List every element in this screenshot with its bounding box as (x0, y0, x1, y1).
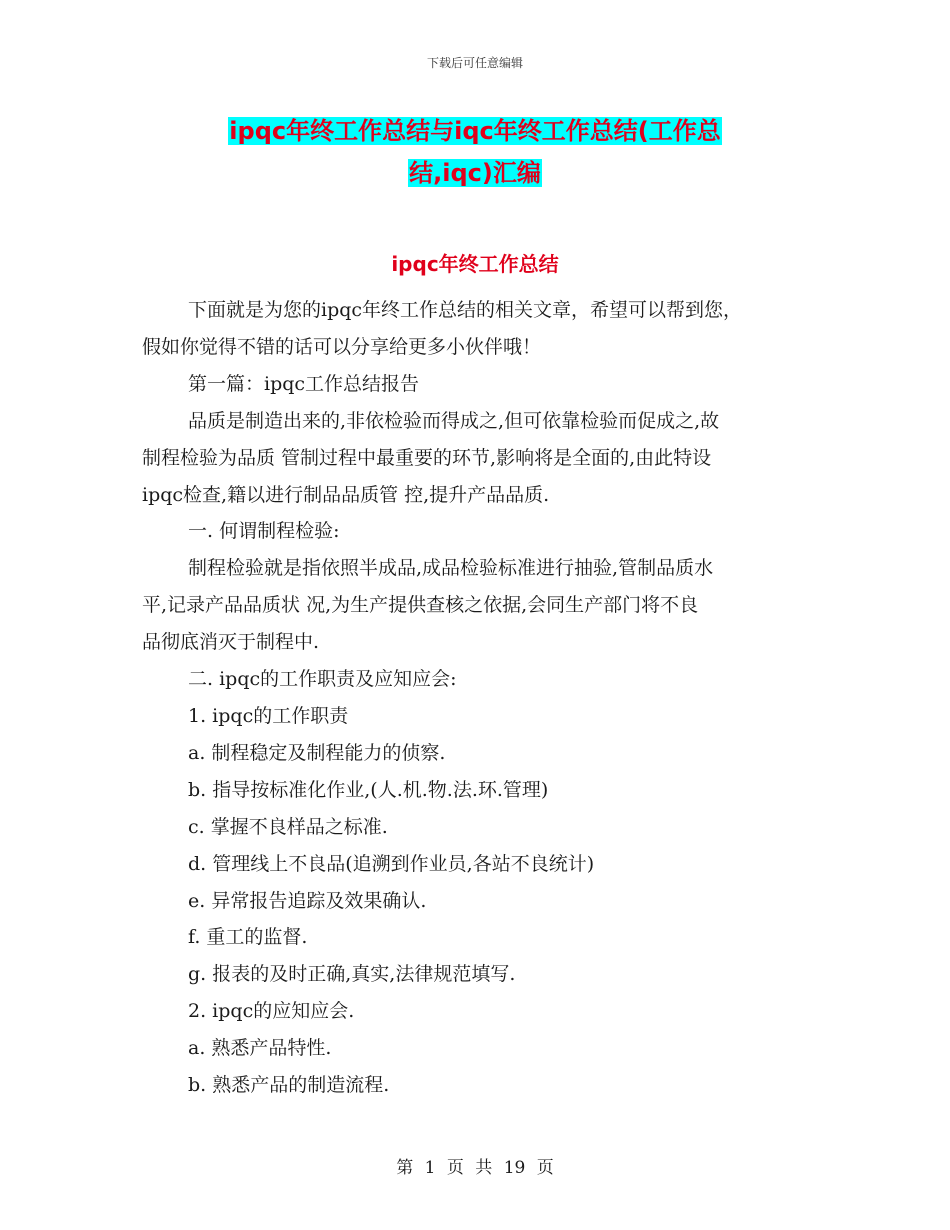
document-title-line-1: ipqc年终工作总结与iqc年终工作总结(工作总 (229, 117, 721, 145)
list-heading: 1. ipqc的工作职责 (188, 704, 349, 727)
list-item: b. 熟悉产品的制造流程. (188, 1074, 390, 1097)
paragraph-line: ipqc检查,籍以进行制品品质管 控,提升产品品质. (142, 483, 550, 506)
document-title-line-2: 结,iqc)汇编 (409, 159, 541, 187)
paragraph-line: 制程检验为品质 管制过程中最重要的环节,影响将是全面的,由此特设 (142, 446, 712, 469)
paragraph-line: 假如你觉得不错的话可以分享给更多小伙伴哦！ (142, 335, 542, 358)
paragraph-line: 品彻底消灭于制程中. (142, 631, 320, 654)
chapter-heading: 第一篇：ipqc工作总结报告 (188, 372, 420, 395)
subsection-heading: 二. ipqc的工作职责及应知应会: (188, 668, 457, 691)
paragraph-line: 下面就是为您的ipqc年终工作总结的相关文章，希望可以帮到您， (188, 299, 743, 321)
list-item: c. 掌握不良样品之标准. (188, 815, 388, 838)
list-item: f. 重工的监督. (188, 926, 308, 949)
list-item: d. 管理线上不良品(追溯到作业员,各站不良统计) (188, 852, 595, 875)
page-header-note: 下载后可任意编辑 (426, 56, 523, 70)
list-item: a. 制程稳定及制程能力的侦察. (188, 741, 446, 764)
list-item: e. 异常报告追踪及效果确认. (188, 889, 427, 912)
paragraph-line: 品质是制造出来的,非依检验而得成之,但可依靠检验而促成之,故 (188, 409, 720, 432)
document-body (142, 292, 822, 1104)
paragraph-line: 平,记录产品品质状 况,为生产提供查核之依据,会同生产部门将不良 (142, 594, 699, 617)
list-item: a. 熟悉产品特性. (188, 1037, 332, 1060)
paragraph-line: 制程检验就是指依照半成品,成品检验标准进行抽验,管制品质水 (188, 557, 714, 580)
document-title (0, 110, 950, 194)
page-number-footer: 第 1 页 共 19 页 (396, 1158, 554, 1178)
list-heading: 2. ipqc的应知应会. (188, 1000, 355, 1023)
subsection-heading: 一. 何谓制程检验: (188, 520, 340, 543)
section-title: ipqc年终工作总结 (391, 252, 559, 276)
list-item: b. 指导按标准化作业,(人.机.物.法.环.管理) (188, 778, 549, 801)
list-item: g. 报表的及时正确,真实,法律规范填写. (188, 963, 516, 986)
